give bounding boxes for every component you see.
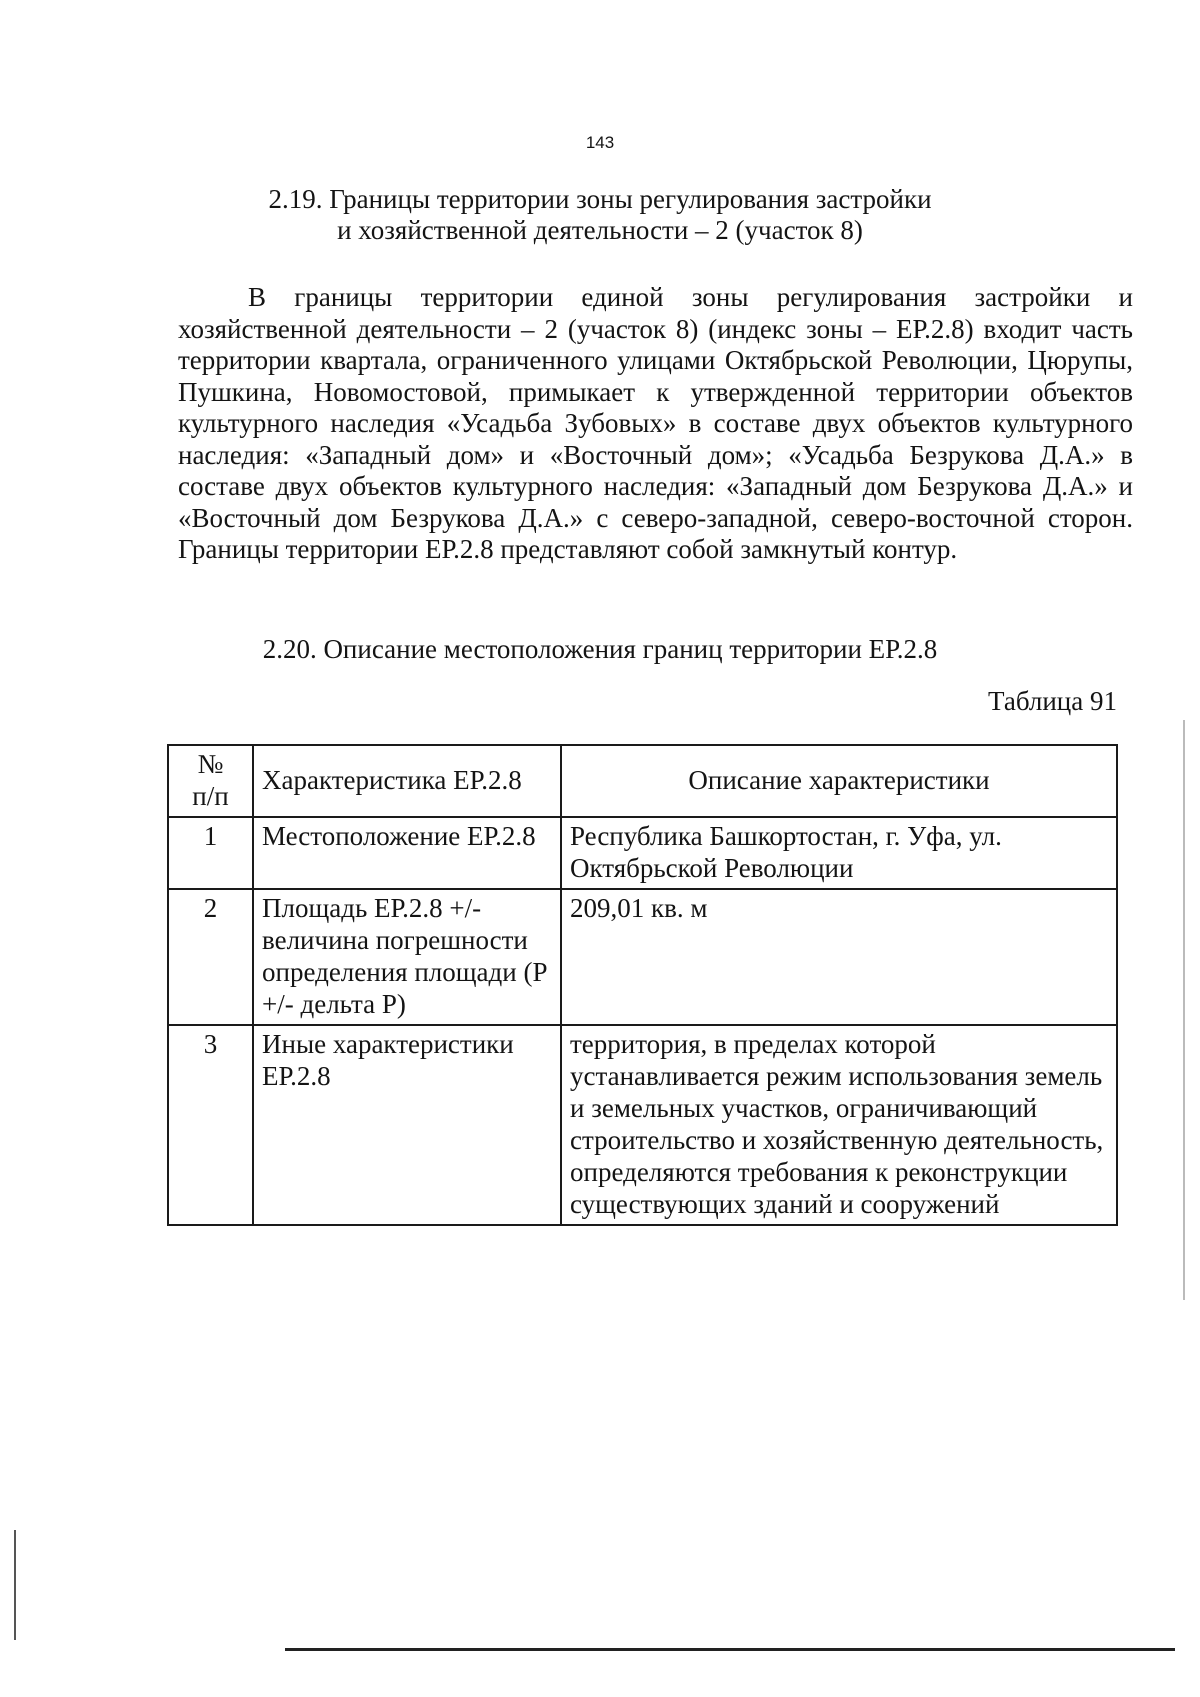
row-number: 2 [168,889,253,1025]
row-number: 3 [168,1025,253,1225]
scan-edge-left [14,1530,16,1640]
table-row [168,1025,1117,1225]
section-2-19-paragraph: В границы территории единой зоны регулирования застройки и хозяйственной деятельности – 2 (участок 8) (индекс зоны – ЕР.2.8) входит часть территории квартала, ограниченного улицами Октябрьской Революции, Цюрупы, Пушкина, Новомостовой, примыкает к утвержденной территории объектов культурного наследия «Усадьба Зубовых» в составе двух объектов культурного наследия: «Западный дом» и «Восточный дом»; «Усадьба Безрукова Д.А.» в составе двух объектов культурного наследия: «Западный дом Безрукова Д.А.» и «Восточный дом Безрукова Д.А.» с северо-западной, северо-восточной сторон. Границы территории ЕР.2.8 представляют собой замкнутый контур. [178,282,1133,564]
header-number [168,745,253,817]
header-description: Описание характеристики [561,745,1117,817]
characteristics-table [167,744,1118,1226]
section-2-19-title-line1: 2.19. Границы территории зоны регулирования застройки [268,184,932,214]
row-description: территория, в пределах которой устанавливается режим использования земель и земельных участков, ограничивающий строительство и хозяйственную деятельность, определяются требования к реконструкции существующих зданий и сооружений [561,1025,1117,1225]
table-header-row [168,745,1117,817]
page-number: 143 [585,133,615,152]
scan-edge-bottom [285,1648,1175,1651]
header-number-line1: № [197,749,224,779]
section-2-19-heading [150,184,1050,246]
table-row [168,889,1117,1025]
scan-edge-right [1183,720,1185,1300]
row-characteristic: Местоположение ЕР.2.8 [253,817,561,889]
section-2-20-heading: 2.20. Описание местоположения границ территории ЕР.2.8 [262,634,938,664]
header-characteristic: Характеристика ЕР.2.8 [253,745,561,817]
table-caption: Таблица 91 [988,686,1117,716]
row-description: Республика Башкортостан, г. Уфа, ул. Октябрьской Революции [561,817,1117,889]
row-characteristic: Иные характеристики ЕР.2.8 [253,1025,561,1225]
section-2-19-title-line2: и хозяйственной деятельности – 2 (участок 8) [337,215,863,245]
row-description: 209,01 кв. м [561,889,1117,1025]
header-number-line2: п/п [192,781,229,811]
row-characteristic: Площадь ЕР.2.8 +/- величина погрешности определения площади (Р +/- дельта Р) [253,889,561,1025]
table-row [168,817,1117,889]
row-number: 1 [168,817,253,889]
